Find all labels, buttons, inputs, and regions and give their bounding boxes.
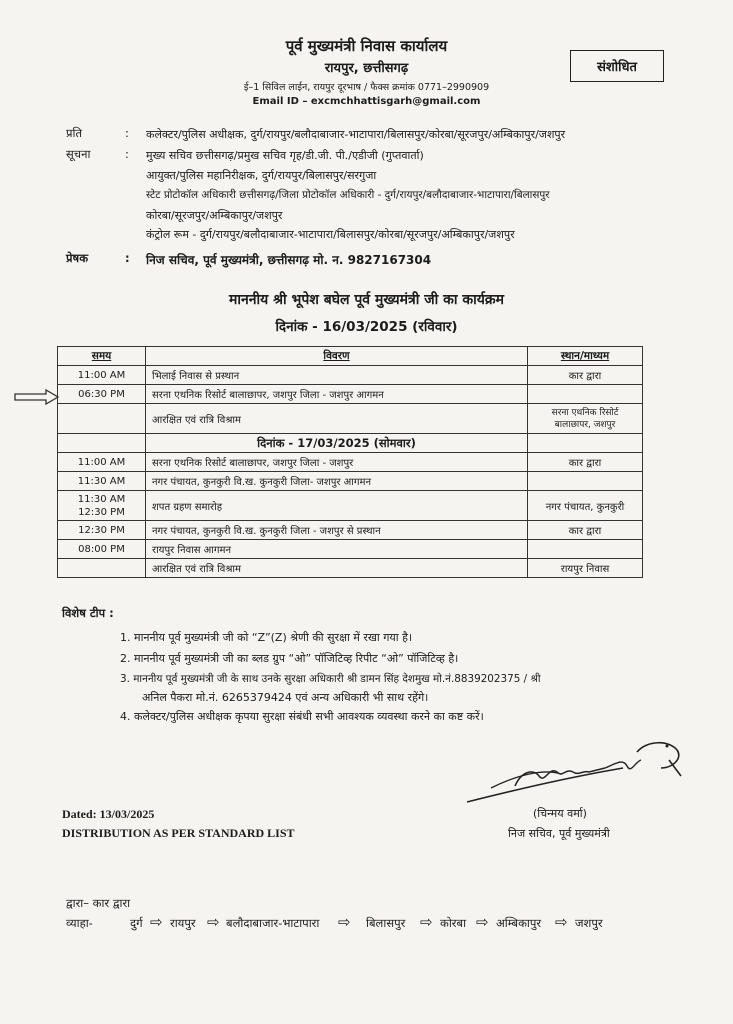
route-stop: बलौदाबाजार-भाटापारा	[226, 916, 320, 930]
row-place	[528, 540, 643, 559]
row-desc: सरना एथनिक रिसोर्ट बालाछापर, जशपुर जिला - जशपुर आगमन	[146, 385, 528, 404]
tip-item: 3. माननीय पूर्व मुख्यमंत्री जी के साथ उनके सुरक्षा अधिकारी श्री डामन सिंह देशमुख मो.नं.8839202375 / श्री	[120, 673, 541, 685]
table-row	[58, 366, 643, 385]
to-colon: :	[125, 126, 129, 140]
row-time	[58, 404, 146, 434]
col-desc-header: विवरण	[146, 347, 528, 366]
signature-image	[455, 738, 700, 813]
programme-date: दिनांक - 16/03/2025 (रविवार)	[275, 319, 458, 335]
row-time: 11:00 AM	[58, 366, 146, 385]
info-line: कंट्रोल रूम - दुर्ग/रायपुर/बलौदाबाजार-भाटापारा/बिलासपुर/कोरबा/सूरजपुर/अम्बिकापुर/जशपुर	[146, 228, 515, 241]
row-desc: नगर पंचायत, कुनकुरी वि.ख. कुनकुरी जिला - जशपुर से प्रस्थान	[146, 521, 528, 540]
arrow-right-icon: ⇨	[476, 913, 489, 931]
arrow-right-icon: ⇨	[207, 913, 220, 931]
arrow-right-icon: ⇨	[150, 913, 163, 931]
date-row	[58, 434, 643, 453]
office-city: रायपुर, छत्तीसगढ़	[324, 61, 409, 76]
info-line: स्टेट प्रोटोकॉल अधिकारी छत्तीसगढ़/जिला प्रोटोकॉल अधिकारी - दुर्ग/रायपुर/बलौदाबाजार-भाटापारा/बिलासपुर	[146, 189, 550, 201]
info-line: मुख्य सचिव छत्तीसगढ़/प्रमुख सचिव गृह/डी.जी. पी./एडीजी (गुप्तवार्ता)	[146, 149, 424, 162]
row-time: 08:00 PM	[58, 540, 146, 559]
sender-text: निज सचिव, पूर्व मुख्यमंत्री, छत्तीसगढ़ मो. न. 9827167304	[146, 253, 432, 267]
row-place	[528, 385, 643, 404]
to-recipients: कलेक्टर/पुलिस अधीक्षक, दुर्ग/रायपुर/बलौदाबाजार-भाटापारा/बिलासपुर/कोरबा/सूरजपुर/अम्बिकापुर/जशपुर	[146, 128, 566, 141]
table-row	[58, 521, 643, 540]
row-desc: रायपुर निवास आगमन	[146, 540, 528, 559]
tips-heading: विशेष टीप :	[62, 606, 114, 620]
row-place: सरना एथनिक रिसोर्ट बालाछापर, जशपुर	[528, 404, 643, 434]
row-time	[58, 559, 146, 578]
row-place: कार द्वारा	[528, 521, 643, 540]
col-time-header: समय	[58, 347, 146, 366]
row-time: 11:00 AM	[58, 453, 146, 472]
signatory-title: निज सचिव, पूर्व मुख्यमंत्री	[508, 827, 610, 840]
office-title: पूर्व मुख्यमंत्री निवास कार्यालय	[285, 37, 448, 55]
arrow-right-icon: ⇨	[420, 913, 433, 931]
row-desc: भिलाई निवास से प्रस्थान	[146, 366, 528, 385]
row-place	[528, 472, 643, 491]
info-line: आयुक्त/पुलिस महानिरीक्षक, दुर्ग/रायपुर/बिलासपुर/सरगुजा	[146, 169, 377, 182]
hand-drawn-arrow-icon	[14, 389, 60, 405]
sender-colon: :	[125, 251, 130, 265]
info-line: कोरबा/सूरजपुर/अम्बिकापुर/जशपुर	[146, 209, 283, 222]
row-desc: आरक्षित एवं रात्रि विश्राम	[146, 404, 528, 434]
second-day-date: दिनांक - 17/03/2025 (सोमवार)	[146, 434, 528, 453]
col-place-header: स्थान/माध्यम	[528, 347, 643, 366]
row-time: 11:30 AM 12:30 PM	[58, 491, 146, 521]
row-desc: आरक्षित एवं रात्रि विश्राम	[146, 559, 528, 578]
revised-stamp: संशोधित	[570, 50, 664, 82]
table-row	[58, 404, 643, 434]
signatory-name: (चिन्मय वर्मा)	[533, 807, 587, 820]
date-row-empty	[58, 434, 146, 453]
arrow-right-icon: ⇨	[338, 913, 351, 931]
table-row	[58, 472, 643, 491]
dated-line: Dated: 13/03/2025	[62, 807, 155, 821]
row-time: 12:30 PM	[58, 521, 146, 540]
date-row-empty	[528, 434, 643, 453]
route-stop: दुर्ग	[130, 916, 143, 930]
table-row	[58, 540, 643, 559]
row-place: कार द्वारा	[528, 453, 643, 472]
row-time: 06:30 PM	[58, 385, 146, 404]
table-row	[58, 491, 643, 521]
table-row	[58, 385, 643, 404]
route-stop: कोरबा	[440, 916, 467, 930]
programme-title: माननीय श्री भूपेश बघेल पूर्व मुख्यमंत्री जी का कार्यक्रम	[228, 292, 505, 308]
row-desc: नगर पंचायत, कुनकुरी वि.ख. कुनकुरी जिला- जशपुर आगमन	[146, 472, 528, 491]
route-stop: जशपुर	[575, 916, 603, 930]
schedule-table	[57, 346, 643, 578]
info-colon: :	[125, 147, 129, 161]
by-line: द्वारा– कार द्वारा	[66, 896, 131, 910]
via-label: व्याहा-	[66, 916, 93, 930]
row-time: 11:30 AM	[58, 472, 146, 491]
row-place: नगर पंचायत, कुनकुरी	[528, 491, 643, 521]
row-place: कार द्वारा	[528, 366, 643, 385]
sender-label: प्रेषक	[66, 251, 89, 265]
row-place: रायपुर निवास	[528, 559, 643, 578]
tip-item: 2. माननीय पूर्व मुख्यमंत्री जी का ब्लड ग्रुप “ओ” पॉजिटिव्ह रिपीट “ओ” पॉजिटिव्ह है।	[120, 652, 459, 665]
tip-item: 1. माननीय पूर्व मुख्यमंत्री जी को “Z”(Z) श्रेणी की सुरक्षा में रखा गया है।	[120, 631, 413, 644]
table-row	[58, 453, 643, 472]
info-label: सूचना	[66, 147, 91, 161]
table-header-row	[58, 347, 643, 366]
table-row	[58, 559, 643, 578]
route-stop: बिलासपुर	[366, 916, 406, 930]
to-label: प्रति	[66, 126, 83, 140]
tip-item: 4. कलेक्टर/पुलिस अधीक्षक कृपया सुरक्षा संबंधी सभी आवश्यक व्यवस्था करने का कष्ट करें।	[120, 710, 484, 723]
arrow-right-icon: ⇨	[555, 913, 568, 931]
row-desc: शपत ग्रहण समारोह	[146, 491, 528, 521]
route-stop: अम्बिकापुर	[496, 916, 542, 930]
distribution-line: DISTRIBUTION AS PER STANDARD LIST	[62, 826, 295, 840]
row-desc: सरना एथनिक रिसोर्ट बालाछापर, जशपुर जिला - जशपुर	[146, 453, 528, 472]
tip-item-cont: अनिल पैकरा मो.नं. 6265379424 एवं अन्य अधिकारी भी साथ रहेंगे।	[142, 691, 429, 704]
office-address: ई–1 सिविल लाईन, रायपुर दूरभाष / फैक्स क्रमांक 0771–2990909	[243, 82, 490, 93]
route-stop: रायपुर	[170, 916, 196, 930]
office-email: Email ID – excmchhattisgarh@gmail.com	[252, 96, 481, 107]
